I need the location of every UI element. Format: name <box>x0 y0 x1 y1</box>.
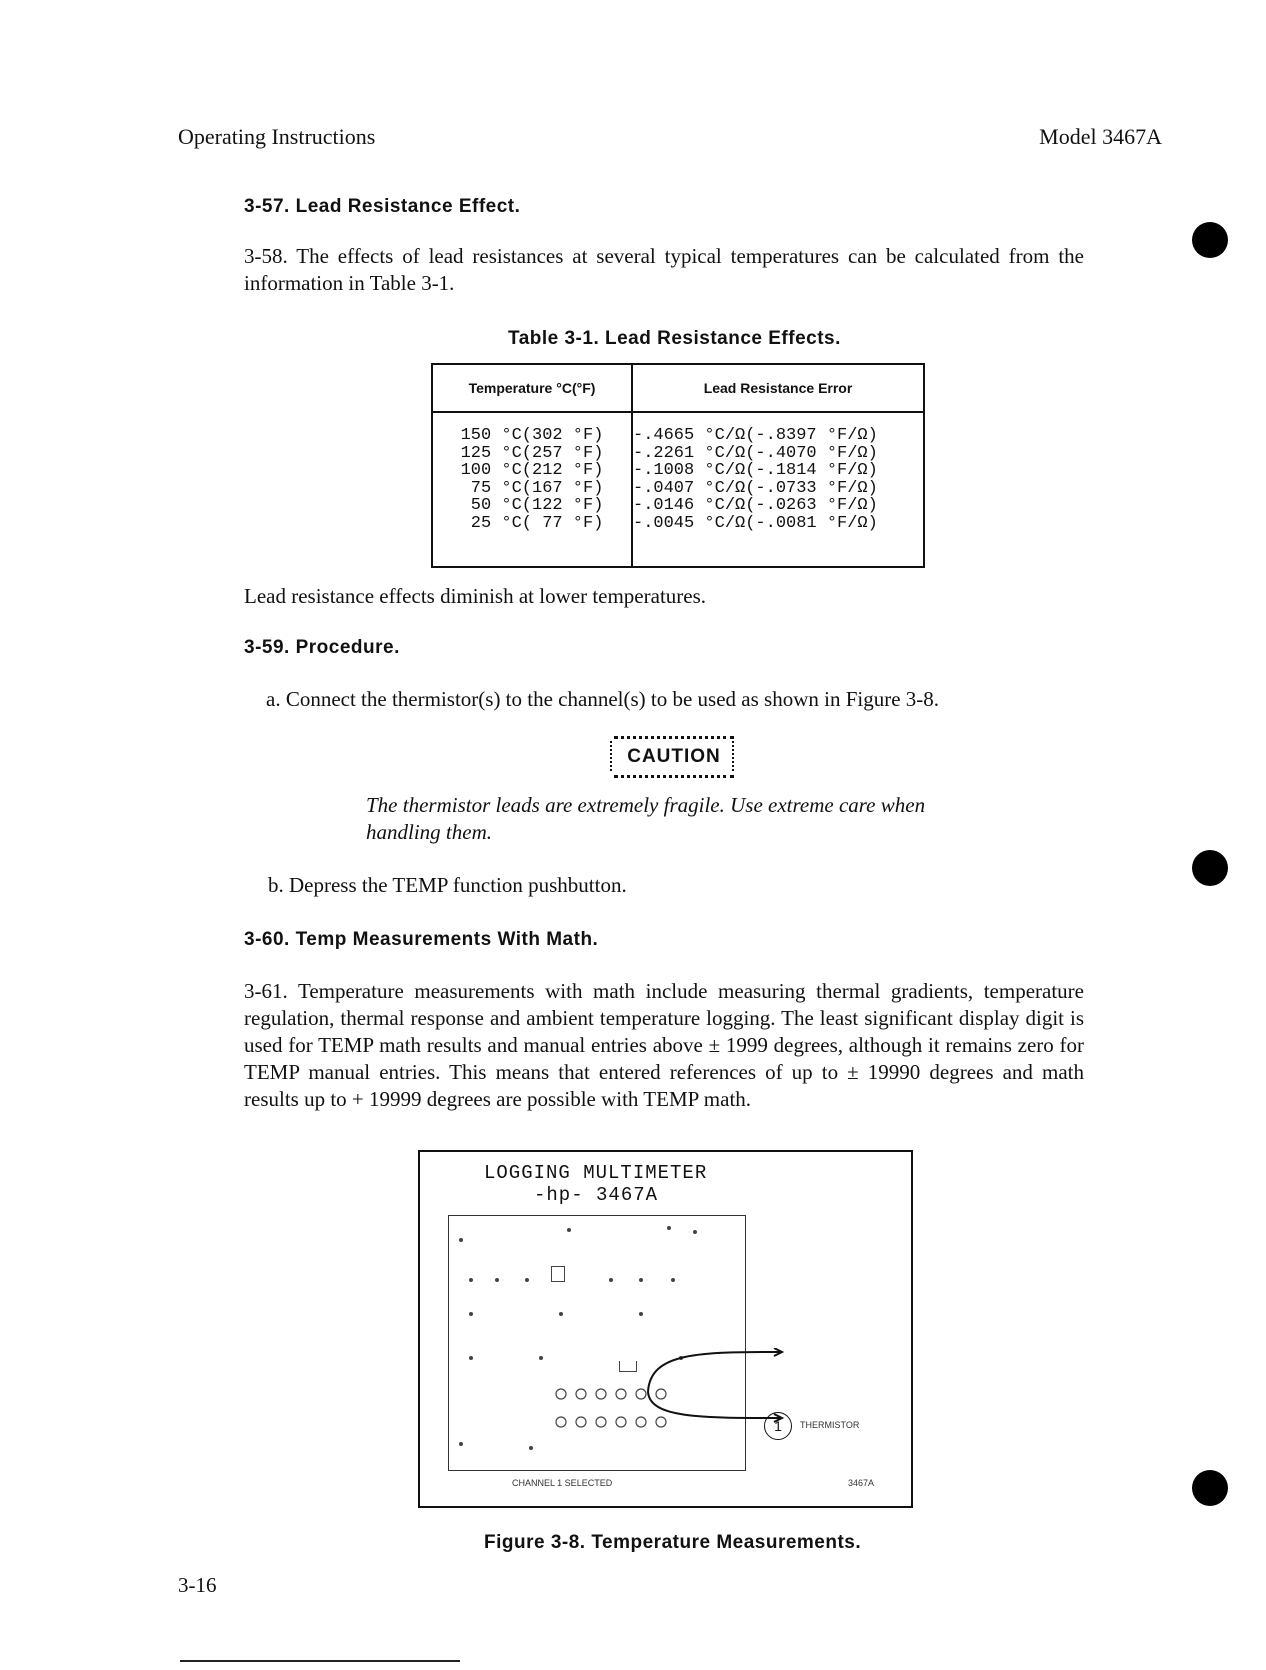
section-heading-3-57: 3-57. Lead Resistance Effect. <box>244 196 521 217</box>
table-header-error: Lead Resistance Error <box>632 364 924 412</box>
figure-bottom-right: 3467A <box>848 1478 875 1488</box>
instrument-front-panel <box>448 1215 746 1471</box>
error-column <box>632 412 924 567</box>
callout-label: THERMISTOR <box>800 1420 860 1430</box>
figure-caption: Figure 3-8. Temperature Measurements. <box>484 1532 862 1553</box>
binder-hole-middle <box>1192 850 1228 886</box>
table-cell: -.2261 °C/Ω(-.4070 °F/Ω) <box>633 443 878 463</box>
figure-bottom-label: CHANNEL 1 SELECTED <box>512 1478 613 1488</box>
table-title: Table 3-1. Lead Resistance Effects. <box>508 328 841 349</box>
step-a: a. Connect the thermistor(s) to the channel(s) to be used as shown in Figure 3-8. <box>266 687 940 711</box>
section-heading-3-59: 3-59. Procedure. <box>244 637 400 658</box>
paragraph-after-table: Lead resistance effects diminish at lower temperatures. <box>244 584 707 608</box>
figure-title-line2: -hp- 3467A <box>534 1184 659 1206</box>
lead-resistance-table <box>431 363 925 568</box>
figure-title-line1: LOGGING MULTIMETER <box>484 1162 708 1184</box>
caution-badge <box>614 736 734 778</box>
table-cell: -.0146 °C/Ω(-.0263 °F/Ω) <box>633 496 878 515</box>
table-cell: -.4665 °C/Ω(-.8397 °F/Ω) <box>633 426 878 445</box>
table-cell: 150 °C(302 °F) <box>460 426 604 445</box>
step-b: b. Depress the TEMP function pushbutton. <box>268 873 627 897</box>
running-header-left: Operating Instructions <box>178 124 376 149</box>
table-cell: -.0045 °C/Ω(-.0081 °F/Ω) <box>633 513 878 533</box>
binder-hole-top <box>1192 222 1228 258</box>
caution-label: CAUTION <box>627 746 721 767</box>
binder-hole-bottom <box>1192 1470 1228 1506</box>
temperature-column <box>432 412 632 567</box>
page-number: 3-16 <box>178 1573 217 1597</box>
table-cell: 25 °C( 77 °F) <box>460 513 604 533</box>
running-header-right: Model 3467A <box>1039 124 1162 149</box>
paragraph-3-58: 3-58. The effects of lead resistances at several typical temperatures can be calculated from the information in Table 3-1. <box>244 244 1084 295</box>
table-cell: 50 °C(122 °F) <box>460 496 604 515</box>
bottom-rule <box>180 1660 460 1662</box>
table-cell: 75 °C(167 °F) <box>460 478 604 498</box>
callout-number: 1 <box>764 1412 792 1440</box>
paragraph-3-61: 3-61. Temperature measurements with math include measuring thermal gradients, temperature regulation, thermal response and ambient temperature logging. The least significant display digit is used for TEMP math results and manual entries above ± 1999 degrees, although it remains zero for TEMP manual entries. This means that entered references of up to ± 19990 degrees and math results up to + 19999 degrees are possible with TEMP math. <box>244 979 1084 1111</box>
table-cell: 100 °C(212 °F) <box>460 461 604 480</box>
table-header-temperature: Temperature °C(°F) <box>432 364 632 412</box>
table-cell: -.1008 °C/Ω(-.1814 °F/Ω) <box>633 461 878 480</box>
section-heading-3-60: 3-60. Temp Measurements With Math. <box>244 929 599 950</box>
table-cell: -.0407 °C/Ω(-.0733 °F/Ω) <box>633 478 878 498</box>
table-cell: 125 °C(257 °F) <box>460 443 604 463</box>
caution-text: The thermistor leads are extremely fragile. Use extreme care when handling them. <box>366 793 926 844</box>
